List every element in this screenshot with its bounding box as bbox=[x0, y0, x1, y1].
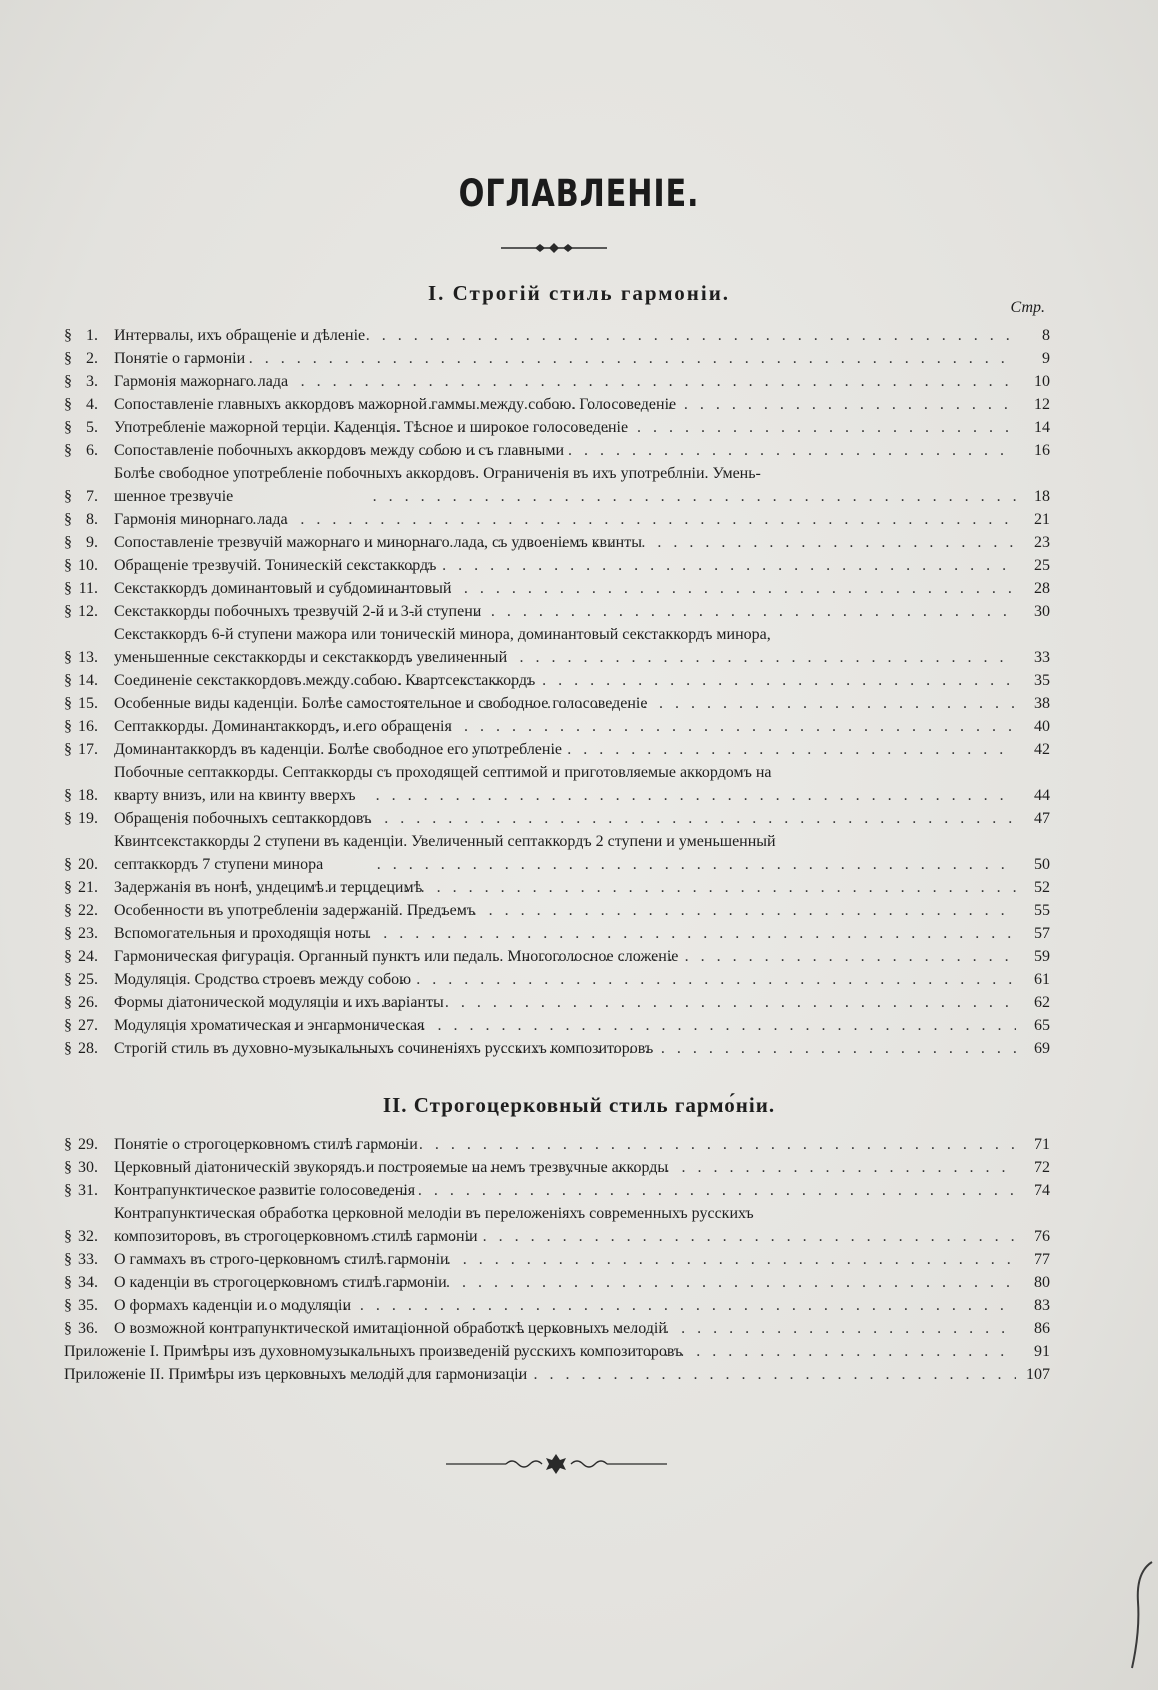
toc-entry bbox=[64, 508, 1050, 531]
toc-part-1 bbox=[64, 324, 1050, 1060]
section-sign: § bbox=[64, 879, 72, 896]
dot-leader bbox=[234, 324, 1016, 347]
section-number bbox=[64, 738, 114, 761]
toc-entry bbox=[64, 462, 1050, 508]
entry-title-line: Контрапунктическое развитіе голосоведенія bbox=[114, 1182, 416, 1199]
section-sign: § bbox=[64, 511, 72, 528]
entry-title-line: Сопоставленіе главныхъ аккордовъ мажорной гаммы между собою. Голосоведеніе bbox=[114, 396, 677, 413]
entry-title-line: Интервалы, ихъ обращеніе и дѣленіе bbox=[114, 327, 366, 344]
entry-title-line: Вспомогательныя и проходящія ноты bbox=[114, 925, 369, 942]
section-number bbox=[64, 600, 114, 623]
page-number: 25 bbox=[1034, 557, 1050, 574]
toc-entry bbox=[64, 922, 1050, 945]
section-number bbox=[64, 692, 114, 715]
dot-leader bbox=[228, 1294, 1016, 1317]
page-number: 55 bbox=[1034, 902, 1050, 919]
page-number: 80 bbox=[1034, 1274, 1050, 1291]
entry-title-line: Гармонія мажорнаго лада bbox=[114, 373, 289, 390]
section-number bbox=[64, 853, 114, 876]
section-number bbox=[64, 324, 114, 347]
section-sign: § bbox=[64, 1297, 72, 1314]
page-number: 76 bbox=[1034, 1228, 1050, 1245]
section-num: 15. bbox=[78, 695, 98, 712]
dot-leader bbox=[268, 577, 1016, 600]
dot-leader bbox=[324, 1340, 1016, 1363]
entry-title-line: Секстаккорды побочныхъ трезвучій 2-й и 3-й ступени bbox=[114, 603, 482, 620]
toc-entry bbox=[64, 554, 1050, 577]
toc-entry bbox=[64, 1202, 1050, 1248]
section-sign: § bbox=[64, 1251, 72, 1268]
page-number: 9 bbox=[1042, 350, 1050, 367]
section-num: 23. bbox=[78, 925, 98, 942]
section-num: 11. bbox=[78, 580, 98, 597]
section-num: 20. bbox=[78, 856, 98, 873]
dot-leader bbox=[333, 531, 1016, 554]
section-number bbox=[64, 347, 114, 370]
section-sign: § bbox=[64, 787, 72, 804]
section-num: 13. bbox=[78, 649, 98, 666]
section-sign: § bbox=[64, 971, 72, 988]
dot-leader bbox=[373, 853, 1016, 876]
section-number bbox=[64, 1133, 114, 1156]
entry-title-line: септаккордъ 7 ступени минора bbox=[114, 856, 324, 873]
dot-leader bbox=[369, 485, 1016, 508]
entry-title-line: Задержанія въ нонѣ, ундецимѣ и терцдецимѣ bbox=[114, 879, 423, 896]
part-2-heading: II. Строгоцерковный стиль гармо́ніи. bbox=[382, 1093, 776, 1117]
entry-title-line: Септаккорды. Доминантаккордъ, и его обращенія bbox=[114, 718, 452, 735]
section-num: 5. bbox=[86, 419, 98, 436]
toc-entry bbox=[64, 692, 1050, 715]
section-sign: § bbox=[64, 1159, 72, 1176]
section-number bbox=[64, 508, 114, 531]
page-number: 35 bbox=[1034, 672, 1050, 689]
entry-title-line: Особенности въ употребленіи задержаній. Предъемъ bbox=[114, 902, 476, 919]
section-number bbox=[64, 531, 114, 554]
toc-entry bbox=[64, 531, 1050, 554]
entry-title-line: Строгій стиль въ духовно-музыкальныхъ сочиненіяхъ русскихъ композиторовъ bbox=[114, 1040, 654, 1057]
section-num: 36. bbox=[78, 1320, 98, 1337]
part-1-heading: I. Строгій стиль гармоніи. bbox=[427, 281, 731, 305]
section-sign: § bbox=[64, 442, 72, 459]
section-number bbox=[64, 922, 114, 945]
entry-title-line: кварту внизъ, или на квинту вверхъ bbox=[114, 787, 356, 804]
section-num: 30. bbox=[78, 1159, 98, 1176]
section-number bbox=[64, 1271, 114, 1294]
section-num: 4. bbox=[86, 396, 98, 413]
bottom-ornament bbox=[444, 1452, 669, 1476]
entry-title-line: Соединеніе секстаккордовъ между собою. Квартсекстаккордъ bbox=[114, 672, 536, 689]
section-num: 9. bbox=[86, 534, 98, 551]
toc-part-2 bbox=[64, 1133, 1050, 1386]
section-sign: § bbox=[64, 1136, 72, 1153]
page-column-label: Стр. bbox=[1010, 299, 1045, 316]
toc-appendix-entry bbox=[64, 1363, 1050, 1386]
section-number bbox=[64, 1037, 114, 1060]
section-num: 34. bbox=[78, 1274, 98, 1291]
section-num: 19. bbox=[78, 810, 98, 827]
entry-title-line: Секстаккордъ 6-й ступени мажора или тоническій минора, доминантовый секстаккордъ минора, bbox=[114, 626, 771, 643]
entry-title-line: О каденціи въ строгоцерковномъ стилѣ гармоніи bbox=[114, 1274, 447, 1291]
section-sign: § bbox=[64, 1182, 72, 1199]
toc-entry bbox=[64, 1248, 1050, 1271]
appendix-title: Приложеніе II. Примѣры изъ церковныхъ мелодій для гармонизаціи bbox=[64, 1366, 528, 1383]
dot-leader bbox=[345, 945, 1016, 968]
section-number bbox=[64, 669, 114, 692]
entry-title-line: Квинтсекстаккорды 2 ступени въ каденціи. Увеличенный септаккордъ 2 ступени и уменьшенный bbox=[114, 833, 776, 850]
page-edge-mark bbox=[1126, 1560, 1154, 1670]
section-number bbox=[64, 370, 114, 393]
section-number bbox=[64, 968, 114, 991]
section-num: 21. bbox=[78, 879, 98, 896]
dot-leader bbox=[367, 1225, 1016, 1248]
dot-leader bbox=[201, 370, 1016, 393]
dot-leader bbox=[329, 416, 1016, 439]
toc-entry bbox=[64, 876, 1050, 899]
section-number bbox=[64, 1156, 114, 1179]
section-sign: § bbox=[64, 603, 72, 620]
section-number bbox=[64, 807, 114, 830]
toc-entry bbox=[64, 1179, 1050, 1202]
page-number: 10 bbox=[1034, 373, 1050, 390]
page-number: 61 bbox=[1034, 971, 1050, 988]
section-num: 35. bbox=[78, 1297, 98, 1314]
section-num: 6. bbox=[86, 442, 98, 459]
entry-title-line: Сопоставленіе побочныхъ аккордовъ между собою и съ главными bbox=[114, 442, 565, 459]
section-number bbox=[64, 991, 114, 1014]
toc-entry bbox=[64, 1317, 1050, 1340]
toc-entry bbox=[64, 393, 1050, 416]
section-sign: § bbox=[64, 350, 72, 367]
entry-title-line: О возможной контрапунктической имитаціонной обработкѣ церковныхъ мелодій bbox=[114, 1320, 667, 1337]
page-number: 44 bbox=[1034, 787, 1050, 804]
section-num: 33. bbox=[78, 1251, 98, 1268]
section-sign: § bbox=[64, 1017, 72, 1034]
toc-entry bbox=[64, 738, 1050, 761]
page-number: 8 bbox=[1042, 327, 1050, 344]
page-number: 69 bbox=[1034, 1040, 1050, 1057]
page-number: 71 bbox=[1034, 1136, 1050, 1153]
section-number bbox=[64, 554, 114, 577]
title-ornament bbox=[499, 240, 609, 256]
section-sign: § bbox=[64, 534, 72, 551]
section-num: 10. bbox=[78, 557, 98, 574]
page-number: 107 bbox=[1026, 1366, 1050, 1383]
section-num: 8. bbox=[86, 511, 98, 528]
toc-entry bbox=[64, 1271, 1050, 1294]
dot-leader bbox=[252, 968, 1016, 991]
toc-entry bbox=[64, 830, 1050, 876]
section-sign: § bbox=[64, 902, 72, 919]
entry-title-line: Доминантаккордъ въ каденціи. Болѣе свободное его употребленіе bbox=[114, 741, 563, 758]
entry-title-line: Гармоническая фигурація. Органный пунктъ или педаль. Многоголосное сложеніе bbox=[114, 948, 679, 965]
toc-appendix-entry bbox=[64, 1340, 1050, 1363]
section-number bbox=[64, 715, 114, 738]
toc-entry bbox=[64, 807, 1050, 830]
section-num: 16. bbox=[78, 718, 98, 735]
dot-leader bbox=[341, 1317, 1016, 1340]
section-num: 28. bbox=[78, 1040, 98, 1057]
entry-title-line: Гармонія минорнаго лада bbox=[114, 511, 288, 528]
section-sign: § bbox=[64, 1228, 72, 1245]
toc-entry bbox=[64, 600, 1050, 623]
toc-entry bbox=[64, 991, 1050, 1014]
section-sign: § bbox=[64, 373, 72, 390]
dot-leader bbox=[273, 1363, 1016, 1386]
section-num: 22. bbox=[78, 902, 98, 919]
entry-title-line: Болѣе свободное употребленіе побочныхъ аккордовъ. Ограниченія въ ихъ употреблніи. Умень- bbox=[114, 465, 761, 482]
page-number: 47 bbox=[1034, 810, 1050, 827]
toc-entry bbox=[64, 899, 1050, 922]
section-number bbox=[64, 646, 114, 669]
dot-leader bbox=[236, 807, 1016, 830]
entry-title-line: шенное трезвучіе bbox=[114, 488, 234, 505]
page-number: 16 bbox=[1034, 442, 1050, 459]
section-sign: § bbox=[64, 488, 72, 505]
page-number: 42 bbox=[1034, 741, 1050, 758]
section-num: 7. bbox=[86, 488, 98, 505]
section-sign: § bbox=[64, 718, 72, 735]
section-num: 26. bbox=[78, 994, 98, 1011]
dot-leader bbox=[372, 784, 1016, 807]
page-number: 12 bbox=[1034, 396, 1050, 413]
dot-leader bbox=[337, 1037, 1016, 1060]
entry-title-line: Понятіе о гармоніи bbox=[114, 350, 246, 367]
dot-leader bbox=[200, 508, 1016, 531]
dot-leader bbox=[335, 692, 1016, 715]
toc-entry bbox=[64, 1037, 1050, 1060]
section-sign: § bbox=[64, 580, 72, 597]
section-num: 31. bbox=[78, 1182, 98, 1199]
section-sign: § bbox=[64, 1320, 72, 1337]
section-number bbox=[64, 1317, 114, 1340]
toc-entry bbox=[64, 761, 1050, 807]
dot-leader bbox=[308, 439, 1016, 462]
toc-entry bbox=[64, 416, 1050, 439]
dot-leader bbox=[266, 1271, 1016, 1294]
dot-leader bbox=[255, 1133, 1016, 1156]
dot-leader bbox=[371, 646, 1016, 669]
page-number: 74 bbox=[1034, 1182, 1050, 1199]
page-number: 14 bbox=[1034, 419, 1050, 436]
page-number: 77 bbox=[1034, 1251, 1050, 1268]
section-num: 2. bbox=[86, 350, 98, 367]
entry-title-line: Сопоставленіе трезвучій мажорнаго и минорнаго лада, съ удвоеніемъ квинты bbox=[114, 534, 642, 551]
toc-entry bbox=[64, 577, 1050, 600]
toc-entry bbox=[64, 439, 1050, 462]
toc-entry bbox=[64, 370, 1050, 393]
page-number: 62 bbox=[1034, 994, 1050, 1011]
entry-title-line: Обращенія побочныхъ септаккордовъ bbox=[114, 810, 372, 827]
entry-title-line: Модуляція хроматическая и энгармоническая bbox=[114, 1017, 425, 1034]
entry-title-line: О гаммахъ въ строго-церковномъ стилѣ гармоніи bbox=[114, 1251, 449, 1268]
page-number: 83 bbox=[1034, 1297, 1050, 1314]
toc-entry bbox=[64, 623, 1050, 669]
section-num: 25. bbox=[78, 971, 98, 988]
dot-leader bbox=[265, 991, 1016, 1014]
dot-leader bbox=[298, 669, 1016, 692]
entry-title-line: композиторовъ, въ строгоцерковномъ стилѣ гармоніи bbox=[114, 1228, 478, 1245]
dot-leader bbox=[257, 1014, 1016, 1037]
entry-title-line: Контрапунктическая обработка церковной мелодіи въ переложеніяхъ современныхъ русскихъ bbox=[114, 1205, 754, 1222]
section-num: 3. bbox=[86, 373, 98, 390]
page-number: 52 bbox=[1034, 879, 1050, 896]
entry-title-line: Употребленіе мажорной терціи. Каденція. Тѣсное и широкое голосоведеніе bbox=[114, 419, 629, 436]
toc-entry bbox=[64, 1294, 1050, 1317]
section-sign: § bbox=[64, 856, 72, 873]
section-number bbox=[64, 1294, 114, 1317]
appendix-title: Приложеніе I. Примѣры изъ духовномузыкальныхъ произведеній русскихъ композиторовъ bbox=[64, 1343, 683, 1360]
section-number bbox=[64, 439, 114, 462]
section-num: 14. bbox=[78, 672, 98, 689]
page-number: 28 bbox=[1034, 580, 1050, 597]
section-number bbox=[64, 876, 114, 899]
section-num: 27. bbox=[78, 1017, 98, 1034]
section-sign: § bbox=[64, 695, 72, 712]
section-num: 29. bbox=[78, 1136, 98, 1153]
section-number bbox=[64, 485, 114, 508]
section-number bbox=[64, 1248, 114, 1271]
entry-title-line: Побочные септаккорды. Септаккорды съ проходящей септимой и приготовляемые аккордомъ на bbox=[114, 764, 772, 781]
section-sign: § bbox=[64, 649, 72, 666]
section-sign: § bbox=[64, 672, 72, 689]
page-number: 40 bbox=[1034, 718, 1050, 735]
section-number bbox=[64, 1225, 114, 1248]
page-number: 57 bbox=[1034, 925, 1050, 942]
page-title: ОГЛАВЛЕНІЕ. bbox=[458, 172, 700, 215]
section-num: 24. bbox=[78, 948, 98, 965]
dot-leader bbox=[257, 876, 1016, 899]
page-number: 65 bbox=[1034, 1017, 1050, 1034]
toc-entry bbox=[64, 669, 1050, 692]
toc-entry bbox=[64, 1133, 1050, 1156]
section-sign: § bbox=[64, 327, 72, 344]
dot-leader bbox=[344, 393, 1016, 416]
section-number bbox=[64, 1179, 114, 1202]
page-number: 23 bbox=[1034, 534, 1050, 551]
entry-title-line: Модуляція. Сродство строевъ между собою bbox=[114, 971, 412, 988]
section-sign: § bbox=[64, 948, 72, 965]
section-number bbox=[64, 784, 114, 807]
section-sign: § bbox=[64, 994, 72, 1011]
dot-leader bbox=[235, 922, 1016, 945]
toc-entry bbox=[64, 945, 1050, 968]
section-sign: § bbox=[64, 1274, 72, 1291]
section-number bbox=[64, 899, 114, 922]
entry-title-line: Особенные виды каденціи. Болѣе самостоятельное и свободное голосоведеніе bbox=[114, 695, 648, 712]
section-num: 32. bbox=[78, 1228, 98, 1245]
section-number bbox=[64, 416, 114, 439]
page-number: 91 bbox=[1034, 1343, 1050, 1360]
toc-entry bbox=[64, 1156, 1050, 1179]
page-number: 30 bbox=[1034, 603, 1050, 620]
section-num: 1. bbox=[86, 327, 98, 344]
entry-title-line: Формы діатонической модуляціи и ихъ варіанты bbox=[114, 994, 444, 1011]
dot-leader bbox=[307, 738, 1016, 761]
section-sign: § bbox=[64, 1040, 72, 1057]
entry-title-line: Обращеніе трезвучій. Тоническій секстаккордъ bbox=[114, 557, 437, 574]
section-sign: § bbox=[64, 419, 72, 436]
entry-title-line: Церковный діатоническій звукорядъ и построяемые на немъ трезвучные аккорды bbox=[114, 1159, 669, 1176]
page-number: 21 bbox=[1034, 511, 1050, 528]
dot-leader bbox=[279, 600, 1016, 623]
section-sign: § bbox=[64, 396, 72, 413]
dot-leader bbox=[254, 1179, 1016, 1202]
page-number: 50 bbox=[1034, 856, 1050, 873]
page-number: 59 bbox=[1034, 948, 1050, 965]
entry-title-line: уменьшенные секстаккорды и секстаккордъ увеличенный bbox=[114, 649, 508, 666]
toc-entry bbox=[64, 1014, 1050, 1037]
dot-leader bbox=[181, 347, 1016, 370]
section-sign: § bbox=[64, 810, 72, 827]
section-sign: § bbox=[64, 741, 72, 758]
page-number: 72 bbox=[1034, 1159, 1050, 1176]
entry-title-line: Секстаккордъ доминантовый и субдоминантовый bbox=[114, 580, 452, 597]
section-number bbox=[64, 1014, 114, 1037]
dot-leader bbox=[262, 554, 1016, 577]
toc-entry bbox=[64, 715, 1050, 738]
section-num: 12. bbox=[78, 603, 98, 620]
section-number bbox=[64, 393, 114, 416]
page-number: 33 bbox=[1034, 649, 1050, 666]
dot-leader bbox=[268, 715, 1016, 738]
page-number: 18 bbox=[1034, 488, 1050, 505]
section-number bbox=[64, 945, 114, 968]
section-sign: § bbox=[64, 557, 72, 574]
section-number bbox=[64, 577, 114, 600]
dot-leader bbox=[341, 1156, 1016, 1179]
page-number: 38 bbox=[1034, 695, 1050, 712]
toc-entry bbox=[64, 968, 1050, 991]
toc-entry bbox=[64, 347, 1050, 370]
section-sign: § bbox=[64, 925, 72, 942]
section-num: 18. bbox=[78, 787, 98, 804]
dot-leader bbox=[267, 1248, 1016, 1271]
entry-title-line: Понятіе о строгоцерковномъ стилѣ гармоніи bbox=[114, 1136, 418, 1153]
entry-title-line: О формахъ каденціи и о модуляціи bbox=[114, 1297, 352, 1314]
toc-entry bbox=[64, 324, 1050, 347]
page-number: 86 bbox=[1034, 1320, 1050, 1337]
section-num: 17. bbox=[78, 741, 98, 758]
dot-leader bbox=[277, 899, 1016, 922]
